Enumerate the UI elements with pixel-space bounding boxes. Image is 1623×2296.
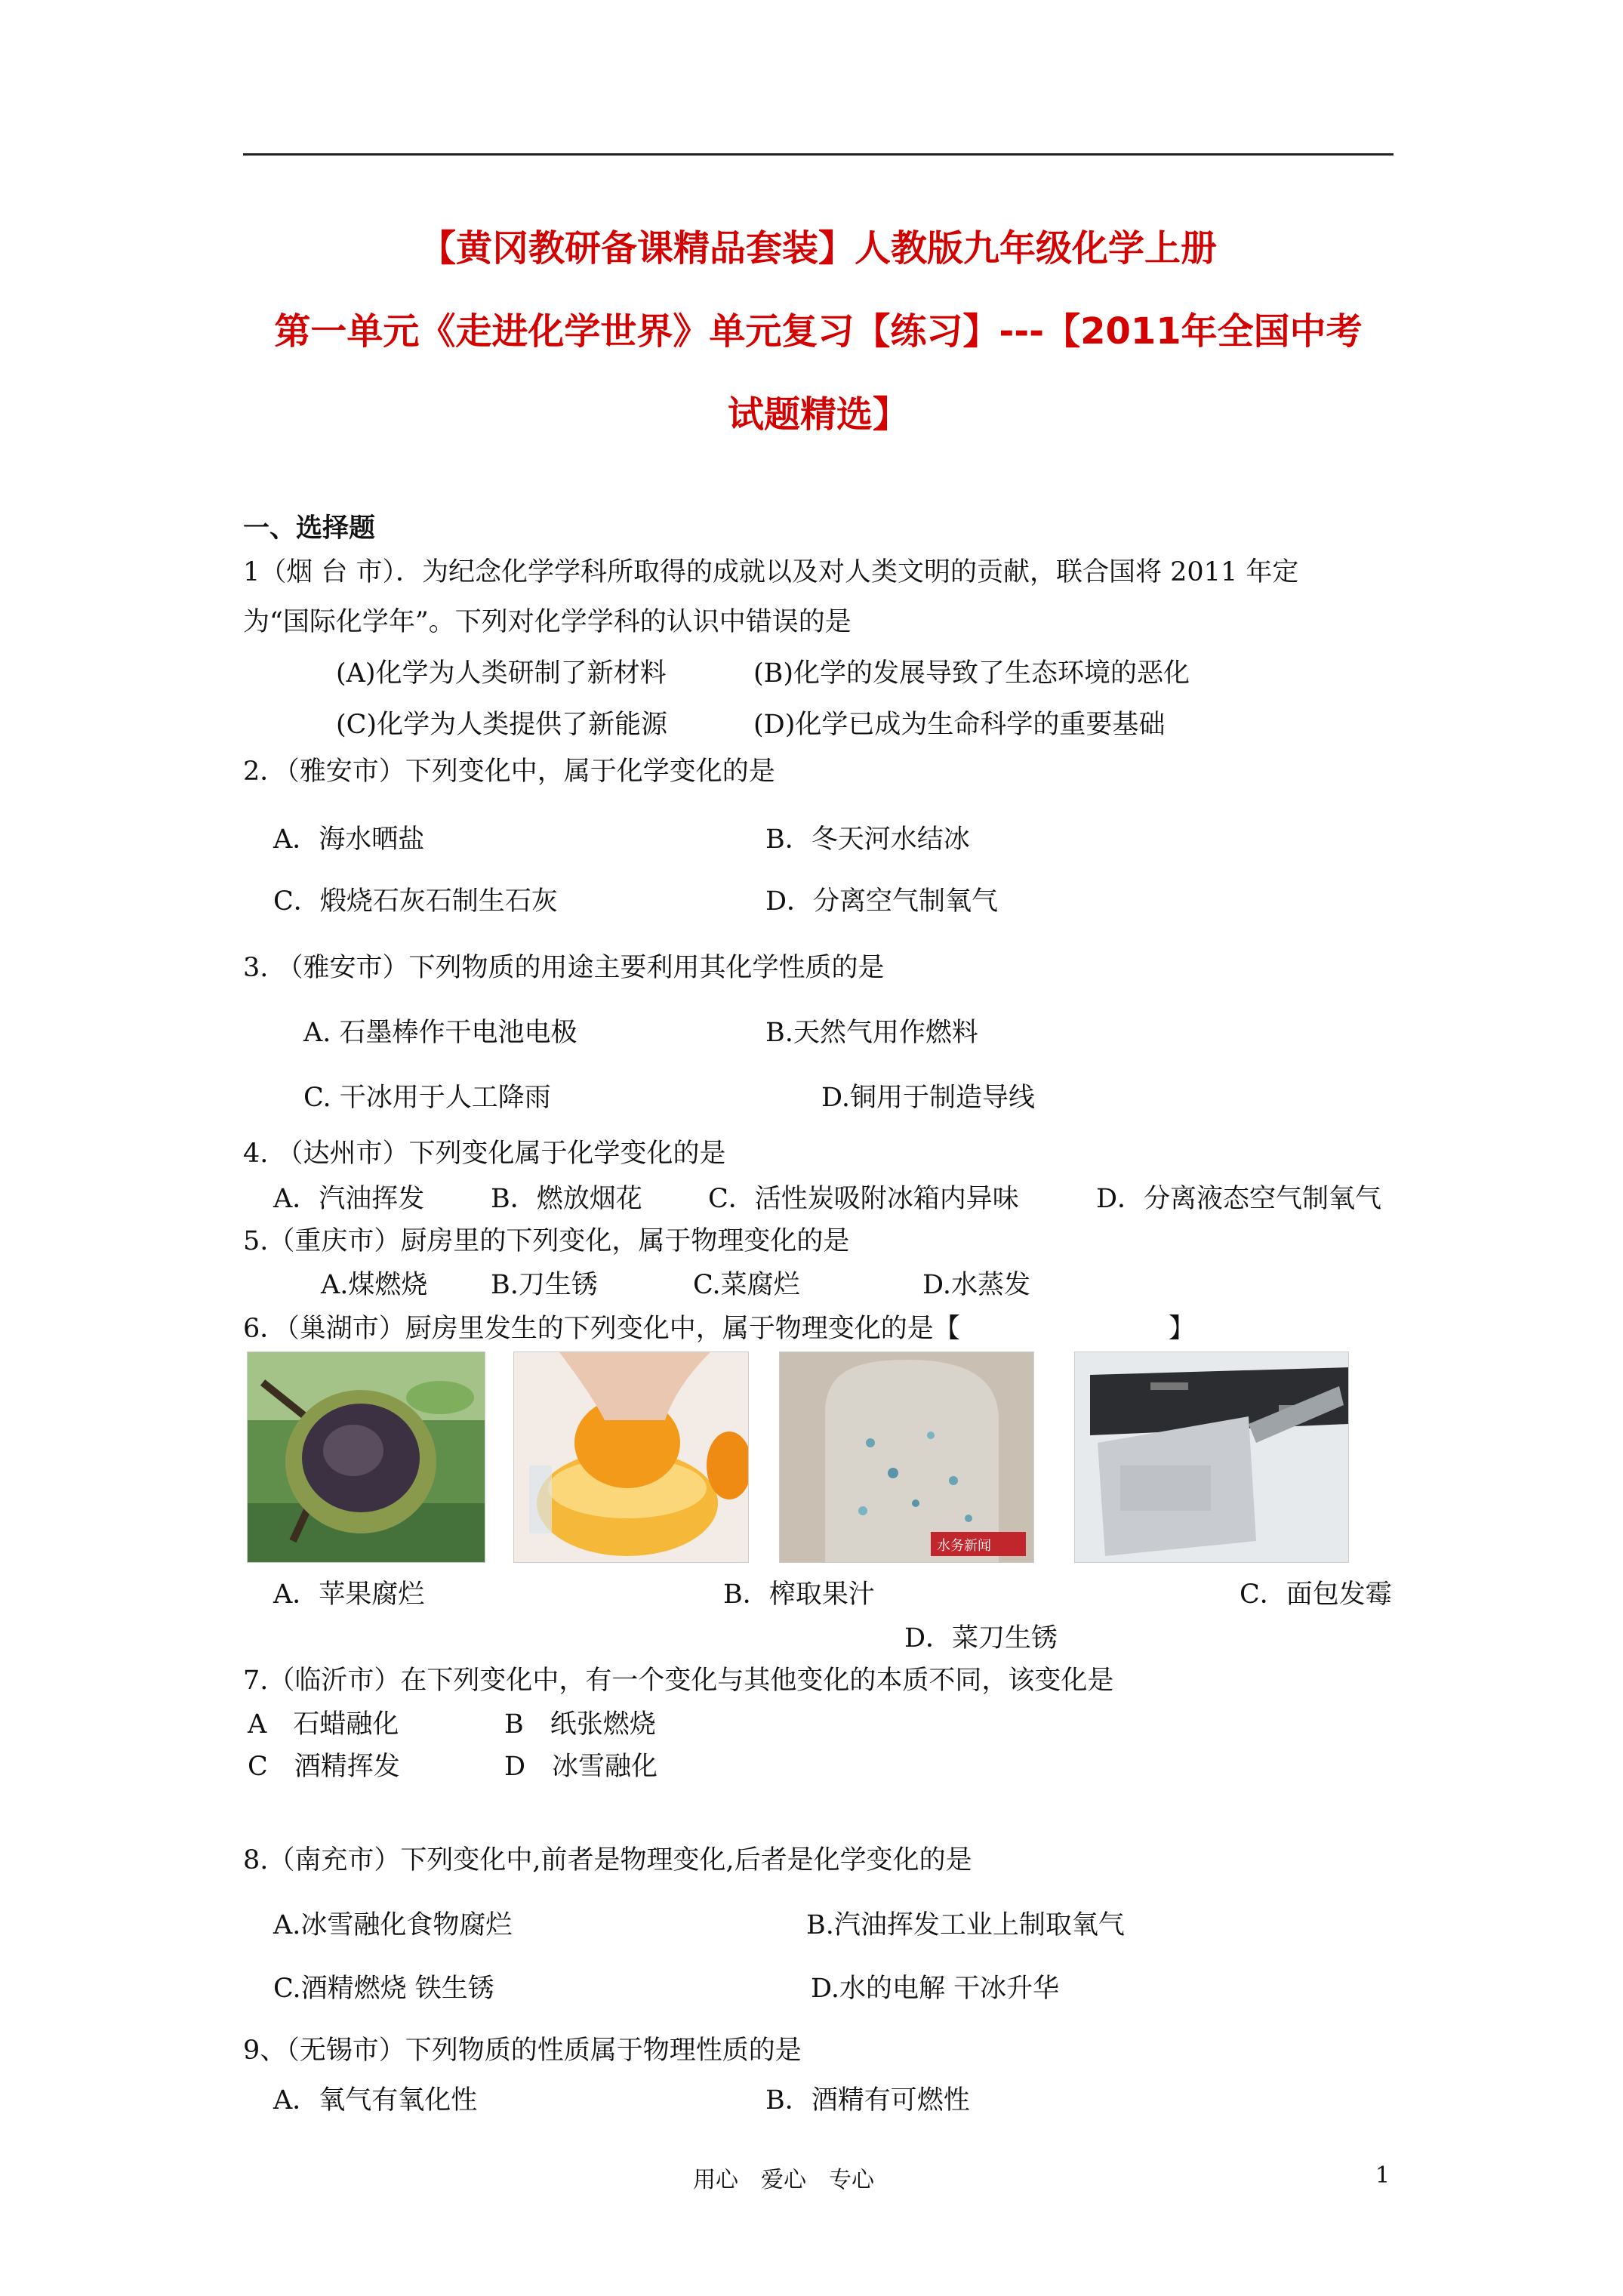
q8-option-d: D.水的电解 干冰升华 xyxy=(811,1974,1060,2004)
q3-option-a: A. 石墨棒作干电池电极 xyxy=(303,1018,577,1048)
q3-option-c: C. 干冰用于人工降雨 xyxy=(303,1083,551,1113)
title-line-3: 试题精选】 xyxy=(727,393,909,436)
page-number: 1 xyxy=(1375,2162,1390,2189)
q7-option-c: C 酒精挥发 xyxy=(248,1752,400,1782)
q4-option-a: A．汽油挥发 xyxy=(273,1184,425,1214)
q6-option-b: B．榨取果汁 xyxy=(723,1579,875,1610)
q7-option-b: B 纸张燃烧 xyxy=(504,1709,656,1740)
q7-stem: 7.（临沂市）在下列变化中，有一个变化与其他变化的本质不同，该变化是 xyxy=(243,1666,1114,1696)
q9-option-b: B．酒精有可燃性 xyxy=(765,2085,970,2116)
q6-option-a: A．苹果腐烂 xyxy=(273,1579,425,1610)
q1-option-a: (A)化学为人类研制了新材料 xyxy=(336,658,667,689)
q7-option-d: D 冰雪融化 xyxy=(504,1752,658,1782)
q1-option-c: (C)化学为人类提供了新能源 xyxy=(336,710,668,740)
juicing-image xyxy=(514,1352,748,1562)
q3-option-b: B.天然气用作燃料 xyxy=(765,1018,978,1048)
q5-option-c: C.菜腐烂 xyxy=(693,1270,800,1300)
photo-watermark: 水务新闻 xyxy=(937,1538,991,1554)
q1-option-d: (D)化学已成为生命科学的重要基础 xyxy=(753,710,1166,740)
photo-rusty-knife xyxy=(1074,1351,1349,1563)
moldy-bread-image xyxy=(780,1352,1033,1562)
q9-option-a: A．氧气有氧化性 xyxy=(273,2085,478,2116)
q2-option-b: B．冬天河水结冰 xyxy=(765,824,970,855)
q2-option-c: C．煅烧石灰石制生石灰 xyxy=(273,886,558,917)
q8-option-c: C.酒精燃烧 铁生锈 xyxy=(273,1974,494,2004)
q7-option-a: A 石蜡融化 xyxy=(248,1709,399,1740)
photo-rotten-apple xyxy=(247,1351,485,1563)
title-line-1: 【黄冈教研备课精品套装】人教版九年级化学上册 xyxy=(419,227,1217,270)
q3-stem: 3. （雅安市）下列物质的用途主要利用其化学性质的是 xyxy=(243,953,885,983)
title-line-2: 第一单元《走进化学世界》单元复习【练习】---【2011年全国中考 xyxy=(274,310,1363,353)
photo-juicing xyxy=(513,1351,749,1563)
q6-option-c: C．面包发霉 xyxy=(1240,1579,1392,1610)
q8-stem: 8.（南充市）下列变化中,前者是物理变化,后者是化学变化的是 xyxy=(243,1845,972,1875)
rotten-apple-image xyxy=(248,1352,485,1562)
photo-moldy-bread xyxy=(779,1351,1034,1563)
q4-option-b: B．燃放烟花 xyxy=(491,1184,642,1214)
header-rule xyxy=(243,153,1394,156)
q1-stem-2: 为“国际化学年”。下列对化学学科的认识中错误的是 xyxy=(243,607,852,637)
q5-stem: 5.（重庆市）厨房里的下列变化，属于物理变化的是 xyxy=(243,1226,850,1256)
q6-stem: 6．（巢湖市）厨房里发生的下列变化中，属于物理变化的是【 xyxy=(243,1314,960,1344)
q3-option-d: D.铜用于制造导线 xyxy=(821,1083,1035,1113)
q4-option-d: D．分离液态空气制氧气 xyxy=(1096,1184,1382,1214)
q6-bracket-close: 】 xyxy=(1169,1314,1196,1344)
q8-option-a: A.冰雪融化食物腐烂 xyxy=(273,1910,513,1940)
q9-stem: 9、（无锡市）下列物质的性质属于物理性质的是 xyxy=(243,2036,802,2066)
q2-option-a: A．海水晒盐 xyxy=(273,824,425,855)
q6-option-d: D．菜刀生锈 xyxy=(904,1623,1058,1653)
q5-option-b: B.刀生锈 xyxy=(491,1270,598,1300)
q2-option-d: D．分离空气制氧气 xyxy=(765,886,999,917)
q4-option-c: C．活性炭吸附冰箱内异味 xyxy=(708,1184,1019,1214)
q5-option-a: A.煤燃烧 xyxy=(321,1270,428,1300)
q2-stem: 2．（雅安市）下列变化中，属于化学变化的是 xyxy=(243,757,775,787)
q4-stem: 4. （达州市）下列变化属于化学变化的是 xyxy=(243,1139,726,1169)
section-heading: 一、选择题 xyxy=(243,513,376,544)
footer-motto: 用心 爱心 专心 xyxy=(693,2167,874,2193)
q8-option-b: B.汽油挥发工业上制取氧气 xyxy=(806,1910,1125,1940)
rusty-knife-image xyxy=(1075,1352,1348,1562)
q1-stem-1: 1（烟 台 市）．为纪念化学学科所取得的成就以及对人类文明的贡献，联合国将 2011 年定 xyxy=(243,557,1299,587)
q5-option-d: D.水蒸发 xyxy=(922,1270,1030,1300)
q1-option-b: (B)化学的发展导致了生态环境的恶化 xyxy=(753,658,1190,689)
